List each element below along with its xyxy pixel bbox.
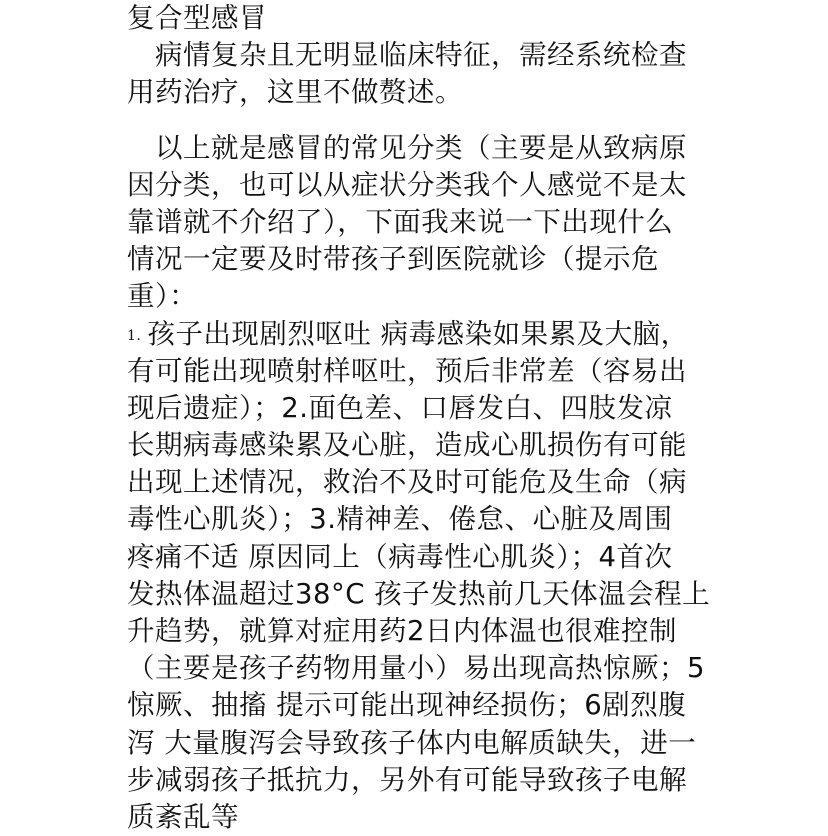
paragraph-line: 重）：: [127, 280, 198, 313]
paragraph-line: 质紊乱等: [127, 800, 239, 833]
paragraph-line: 毒性心肌炎）；3.精神差、倦怠、心脏及周围: [127, 503, 673, 536]
paragraph-line: 情况一定要及时带孩子到医院就诊（提示危: [127, 243, 659, 276]
paragraph-line: 以上就是感冒的常见分类（主要是从致病原: [127, 131, 687, 164]
list-marker: 1.: [127, 327, 142, 344]
paragraph-spacer: [127, 112, 712, 130]
paragraph-line: 惊厥、抽搐 提示可能出现神经损伤；6剧烈腹: [127, 689, 687, 722]
list-item-first-line: [127, 316, 712, 353]
paragraph-line: 有可能出现喷射样呕吐，预后非常差（容易出: [127, 354, 687, 387]
paragraph-line: 步减弱孩子抵抗力，另外有可能导致孩子电解: [127, 763, 687, 796]
paragraph-line: 用药治疗，这里不做赘述。: [127, 76, 463, 109]
paragraph-line: 现后遗症）；2.面色差、口唇发白、四肢发凉: [127, 391, 673, 424]
paragraph-line: 升趋势，就算对症用药2日内体温也很难控制: [127, 615, 677, 647]
paragraph-line: 发热体温超过38°C 孩子发热前几天体温会程上: [127, 577, 711, 610]
section-heading: 复合型感冒: [127, 2, 267, 34]
paragraph-line: （主要是孩子药物用量小）易出现高热惊厥；5: [127, 652, 705, 685]
paragraph-line: 因分类，也可以从症状分类我个人感觉不是太: [127, 168, 687, 201]
list-item-text: 孩子出现剧烈呕吐 病毒感染如果累及大脑，: [147, 317, 689, 350]
article-body: [127, 0, 712, 836]
paragraph-line: 长期病毒感染累及心脏，造成心肌损伤有可能: [127, 429, 687, 462]
paragraph-line: 靠谱就不介绍了），下面我来说一下出现什么: [127, 205, 674, 238]
paragraph-line: 泻 大量腹泻会导致孩子体内电解质缺失，进一: [127, 726, 697, 759]
paragraph-line: 疼痛不适 原因同上（病毒性心肌炎）；4首次: [127, 540, 673, 573]
paragraph-line: 病情复杂且无明显临床特征，需经系统检查: [127, 39, 687, 72]
paragraph-line: 出现上述情况，救治不及时可能危及生命（病: [127, 466, 687, 499]
